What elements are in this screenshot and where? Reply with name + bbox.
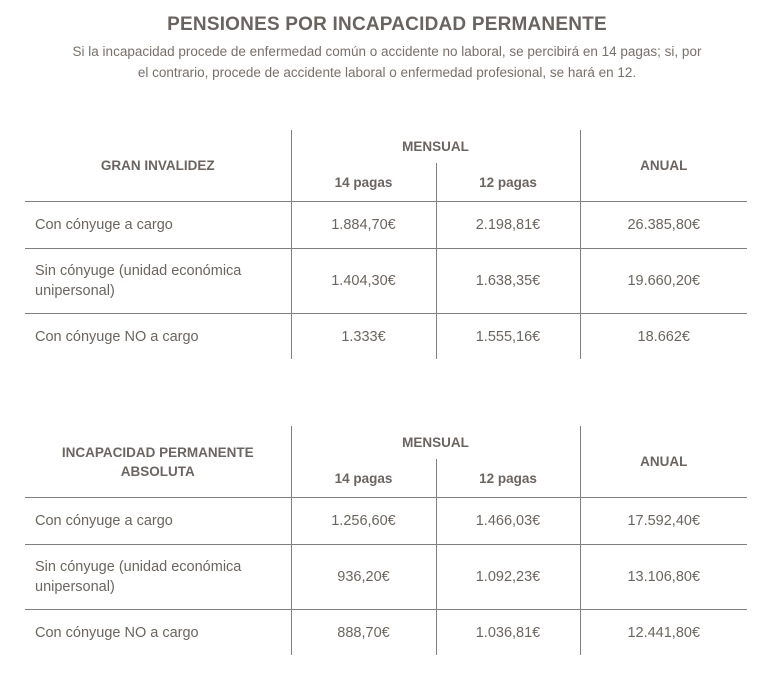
row-label: Con cónyuge NO a cargo xyxy=(35,624,199,641)
cell-12-pagas: 1.036,81€ xyxy=(436,610,580,656)
column-header-anual: ANUAL xyxy=(580,130,747,202)
cell-14-pagas: 936,20€ xyxy=(291,545,436,610)
row-label: Sin cónyuge (unidad económica unipersonal) xyxy=(25,249,291,314)
table-row-header: INCAPACIDAD PERMANENTE ABSOLUTA xyxy=(25,426,291,498)
cell-14-pagas: 1.884,70€ xyxy=(291,202,436,249)
cell-anual: 19.660,20€ xyxy=(580,249,747,314)
cell-anual: 12.441,80€ xyxy=(580,610,747,656)
cell-12-pagas: 1.466,03€ xyxy=(436,498,580,545)
column-header-mensual: MENSUAL xyxy=(291,130,580,163)
cell-12-pagas: 1.638,35€ xyxy=(436,249,580,314)
column-header-14-pagas: 14 pagas xyxy=(291,459,436,498)
cell-12-pagas: 1.092,23€ xyxy=(436,545,580,610)
cell-14-pagas: 1.256,60€ xyxy=(291,498,436,545)
table-row-header: GRAN INVALIDEZ xyxy=(25,130,291,202)
page-subtitle-line-1: Si la incapacidad procede de enfermedad común o accidente no laboral, se percibirá en 14 pagas; si, por xyxy=(72,44,702,59)
column-header-12-pagas: 12 pagas xyxy=(436,163,580,202)
column-header-14-pagas: 14 pagas xyxy=(291,163,436,202)
row-label: Con cónyuge a cargo xyxy=(25,202,291,249)
row-label: Sin cónyuge (unidad económica unipersonal) xyxy=(25,545,291,610)
table-row xyxy=(25,545,747,610)
page-title: PENSIONES POR INCAPACIDAD PERMANENTE xyxy=(167,14,607,35)
table-row xyxy=(25,249,747,314)
cell-12-pagas: 2.198,81€ xyxy=(436,202,580,249)
table-row xyxy=(25,314,747,360)
row-label: Con cónyuge NO a cargo xyxy=(35,328,199,345)
column-header-mensual: MENSUAL xyxy=(291,426,580,459)
page-subtitle-line-2: el contrario, procede de accidente laboral o enfermedad profesional, se hará en 12. xyxy=(137,65,637,80)
cell-anual: 26.385,80€ xyxy=(580,202,747,249)
cell-anual: 18.662€ xyxy=(580,314,747,360)
cell-14-pagas: 888,70€ xyxy=(291,610,436,656)
table-row xyxy=(25,498,747,545)
column-header-anual: ANUAL xyxy=(580,426,747,498)
row-label: Con cónyuge a cargo xyxy=(25,498,291,545)
table-row xyxy=(25,610,747,656)
cell-anual: 13.106,80€ xyxy=(580,545,747,610)
column-header-12-pagas: 12 pagas xyxy=(436,459,580,498)
cell-12-pagas: 1.555,16€ xyxy=(436,314,580,360)
table-row xyxy=(25,202,747,249)
table-gran-invalidez xyxy=(25,130,747,359)
cell-14-pagas: 1.333€ xyxy=(291,314,436,360)
cell-anual: 17.592,40€ xyxy=(580,498,747,545)
page-subtitle xyxy=(0,41,774,83)
cell-14-pagas: 1.404,30€ xyxy=(291,249,436,314)
table-incapacidad-permanente-absoluta xyxy=(25,426,747,655)
